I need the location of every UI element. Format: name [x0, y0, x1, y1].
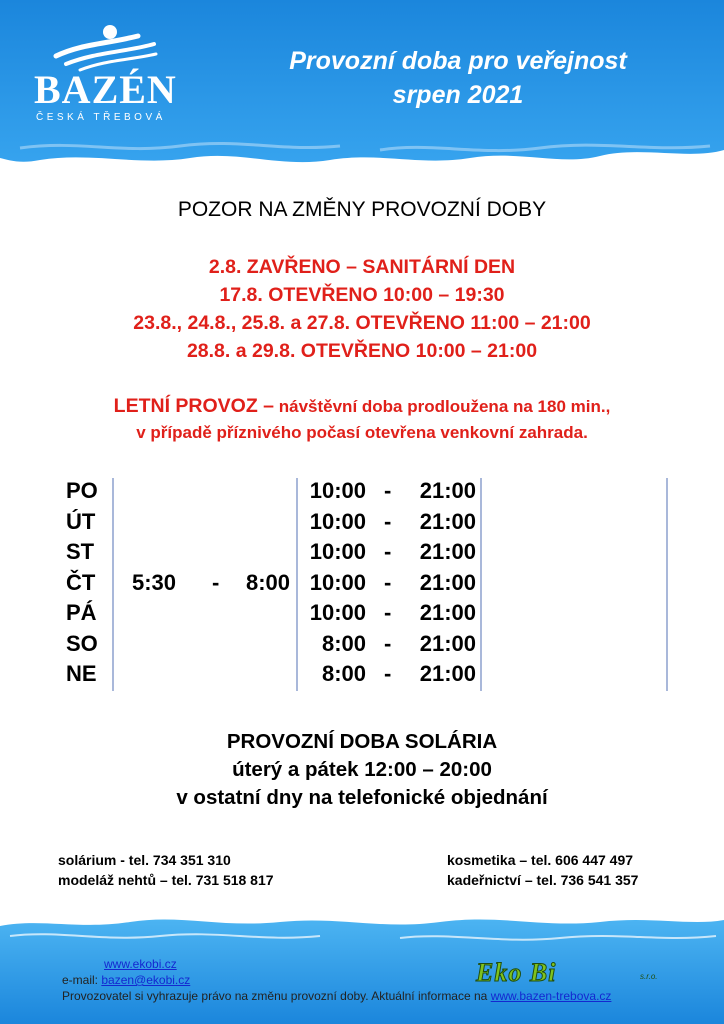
- contacts-left: [58, 850, 274, 890]
- ekobi-logo-suffix: s.r.o.: [640, 972, 658, 981]
- contact-cosmetics: kosmetika – tel. 606 447 497: [447, 852, 634, 868]
- solarium-hours: úterý a pátek 12:00 – 20:00: [232, 758, 492, 781]
- close-time: 21:00: [419, 630, 476, 656]
- contacts-right: [447, 850, 638, 890]
- open-time: 8:00: [321, 630, 366, 656]
- summer-notice: [0, 393, 724, 446]
- title-line-2: srpen 2021: [392, 81, 524, 109]
- summer-text: návštěvní doba prodloužena na 180 min.,: [274, 397, 611, 416]
- change-item: 17.8. OTEVŘENO 10:00 – 19:30: [219, 284, 505, 306]
- dash: -: [384, 569, 392, 595]
- open-time: 10:00: [309, 600, 366, 625]
- bazen-website-link[interactable]: www.bazen-trebova.cz: [490, 989, 612, 1003]
- title-line-1: Provozní doba pro veřejnost: [289, 47, 627, 75]
- contact-solarium: solárium - tel. 734 351 310: [58, 852, 231, 868]
- dash: -: [384, 539, 392, 564]
- header-banner: [0, 0, 724, 180]
- solarium-section: [0, 728, 724, 812]
- schedule-row: [60, 631, 680, 661]
- dash: -: [384, 630, 392, 656]
- logo-word: BAZÉN: [34, 67, 177, 112]
- summer-lead: LETNÍ PROVOZ –: [113, 395, 275, 417]
- open-time: 10:00: [309, 508, 366, 534]
- change-item: 23.8., 24.8., 25.8. a 27.8. OTEVŘENO 11:00 – 21:00: [133, 312, 591, 334]
- logo-subtitle: ČESKÁ TŘEBOVÁ: [36, 112, 166, 123]
- morning-start: 5:30: [132, 569, 177, 595]
- dash: -: [384, 508, 392, 534]
- close-time: 21:00: [419, 569, 476, 595]
- close-time: 21:00: [419, 539, 476, 564]
- day-label: SO: [66, 630, 98, 656]
- schedule-row: [60, 539, 680, 569]
- schedule-row: [60, 600, 680, 630]
- ekobi-logo: Eko Bi: [476, 958, 557, 987]
- day-label: PO: [66, 478, 98, 503]
- dash: -: [212, 569, 220, 595]
- close-time: 21:00: [419, 661, 476, 686]
- day-label: ST: [66, 539, 95, 564]
- day-label: ÚT: [66, 508, 96, 534]
- day-label: ČT: [66, 569, 96, 595]
- open-time: 8:00: [321, 661, 366, 686]
- close-time: 21:00: [419, 508, 476, 534]
- open-time: 10:00: [309, 478, 366, 503]
- email-link[interactable]: bazen@ekobi.cz: [101, 973, 191, 987]
- schedule-row: [60, 570, 680, 600]
- website-link[interactable]: www.ekobi.cz: [104, 957, 177, 971]
- open-time: 10:00: [309, 569, 366, 595]
- contact-nails: modeláž nehtů – tel. 731 518 817: [58, 872, 274, 888]
- morning-end: 8:00: [245, 569, 290, 595]
- opening-hours-table: [60, 478, 680, 693]
- solarium-other-days: v ostatní dny na telefonické objednání: [176, 786, 548, 809]
- day-label: NE: [66, 661, 97, 686]
- changes-list: [0, 253, 724, 365]
- change-item: 2.8. ZAVŘENO – SANITÁRNÍ DEN: [208, 256, 516, 278]
- schedule-row: [60, 509, 680, 539]
- close-time: 21:00: [419, 600, 476, 625]
- close-time: 21:00: [419, 478, 476, 503]
- change-item: 28.8. a 29.8. OTEVŘENO 10:00 – 21:00: [186, 340, 538, 362]
- day-label: PÁ: [66, 600, 97, 625]
- changes-heading: POZOR NA ZMĚNY PROVOZNÍ DOBY: [177, 198, 547, 221]
- bazen-logo: [26, 22, 196, 132]
- footer-note-text: Provozovatel si vyhrazuje právo na změnu provozní doby. Aktuální informace na: [62, 989, 488, 1003]
- footer-note: [62, 989, 611, 1003]
- dash: -: [384, 478, 392, 503]
- email-line: [62, 973, 190, 987]
- solarium-heading: PROVOZNÍ DOBA SOLÁRIA: [226, 730, 498, 753]
- schedule-row: [60, 661, 680, 691]
- swimmer-icon: [26, 22, 196, 72]
- email-label: e-mail:: [62, 973, 99, 987]
- dash: -: [384, 600, 392, 625]
- dash: -: [384, 661, 392, 686]
- page-title: [248, 44, 668, 112]
- summer-text-2: v případě příznivého počasí otevřena venkovní zahrada.: [136, 423, 588, 442]
- open-time: 10:00: [309, 539, 366, 564]
- contact-hairdresser: kadeřnictví – tel. 736 541 357: [447, 872, 639, 888]
- schedule-row: [60, 478, 680, 508]
